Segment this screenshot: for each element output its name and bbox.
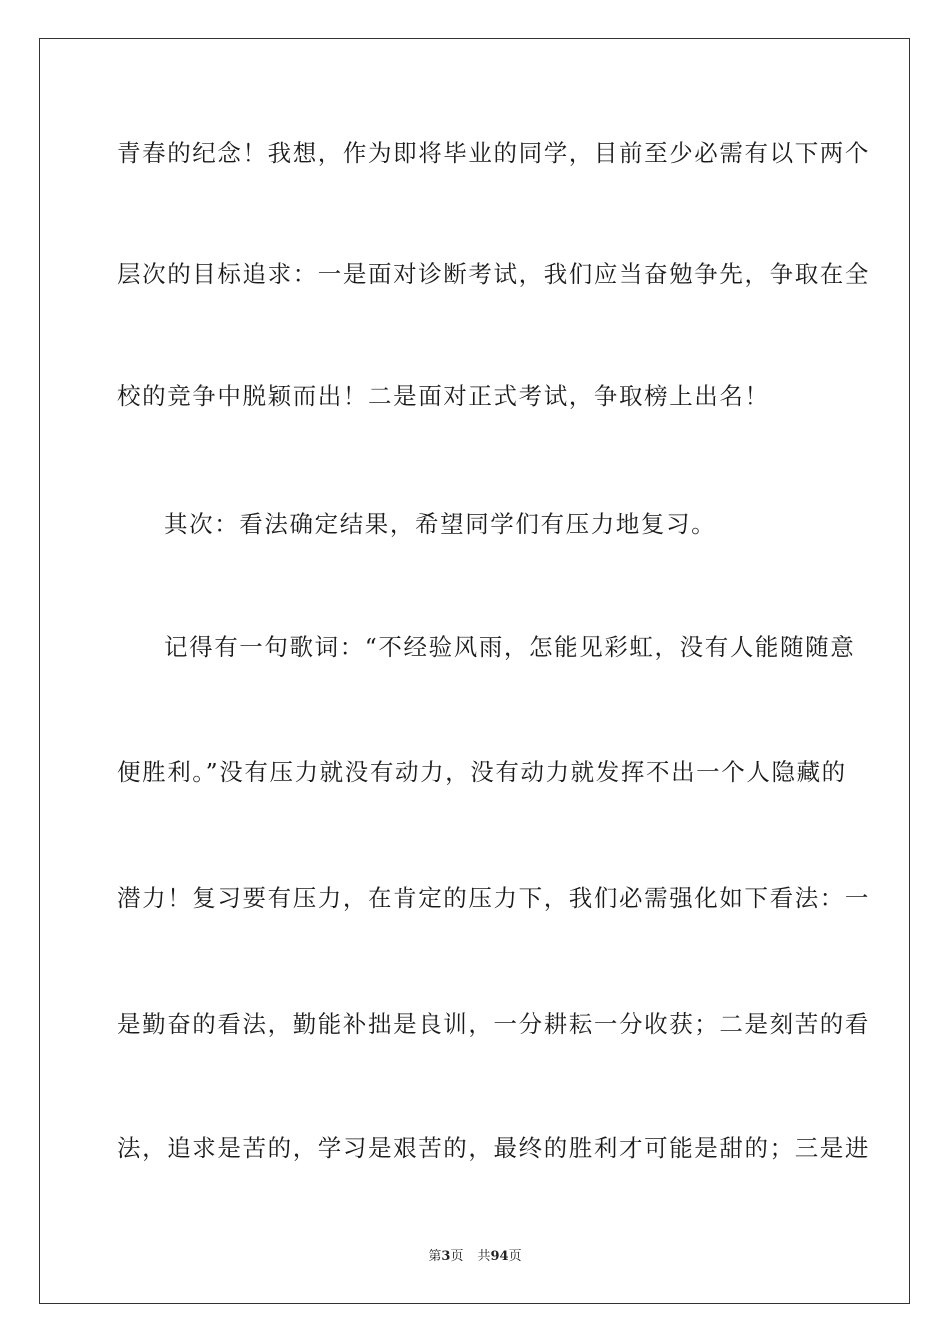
page-number: 3 [441,1249,451,1264]
page-border [39,38,910,1304]
total-prefix: 共 [477,1249,491,1264]
text-line: 便胜利。”没有压力就没有动力，没有动力就发挥不出一个人隐藏的 [117,758,847,786]
page-suffix: 页 [450,1249,464,1264]
page-prefix: 第 [428,1249,442,1264]
total-suffix: 页 [508,1249,522,1264]
text-line: 青春的纪念！我想，作为即将毕业的同学，目前至少必需有以下两个 [117,139,870,167]
text-line: 潜力！复习要有压力，在肯定的压力下，我们必需强化如下看法：一 [117,884,870,912]
text-line: 校的竞争中脱颖而出！二是面对正式考试，争取榜上出名！ [117,382,770,410]
text-line: 记得有一句歌词：“不经验风雨，怎能见彩虹，没有人能随随意 [164,633,856,661]
page-footer [0,1248,950,1266]
text-line: 其次：看法确定结果，希望同学们有压力地复习。 [164,510,717,538]
text-line: 是勤奋的看法，勤能补拙是良训，一分耕耘一分收获；二是刻苦的看 [117,1010,870,1038]
total-pages: 94 [490,1249,509,1264]
text-line: 层次的目标追求：一是面对诊断考试，我们应当奋勉争先，争取在全 [117,260,870,288]
text-line: 法，追求是苦的，学习是艰苦的，最终的胜利才可能是甜的；三是进 [117,1134,870,1162]
